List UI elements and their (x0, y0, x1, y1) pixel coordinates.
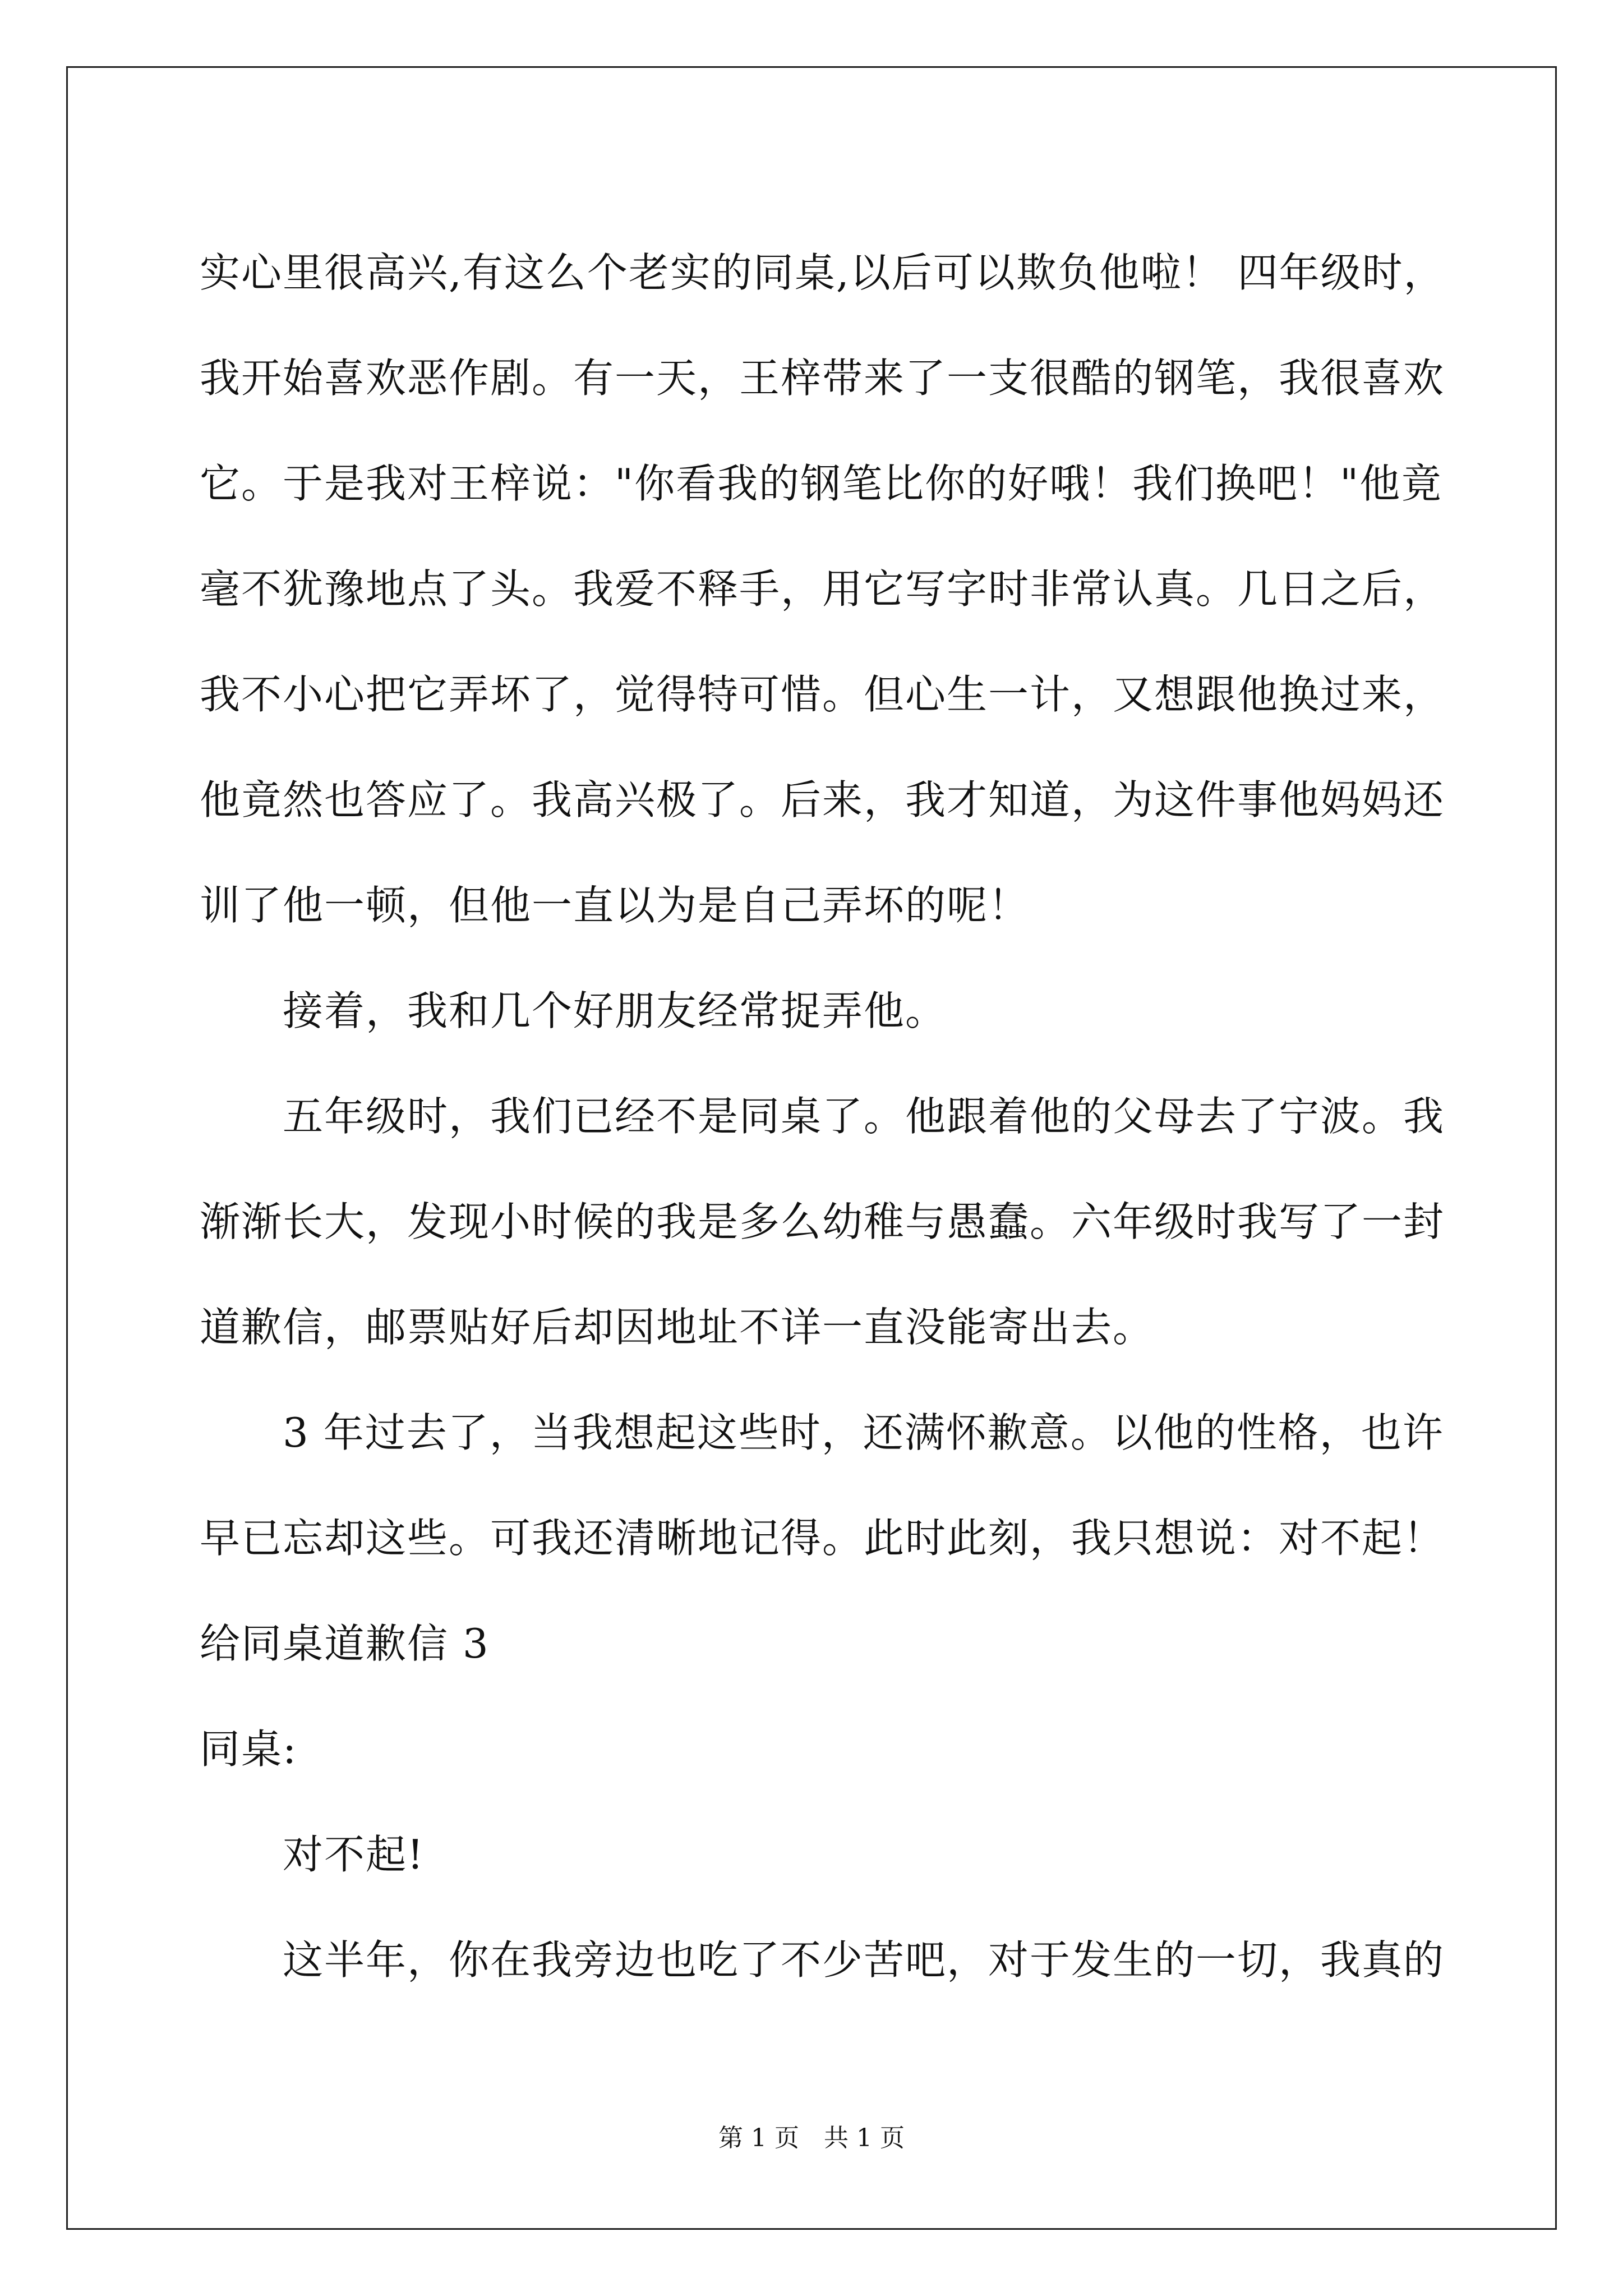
text-line: 我不小心把它弄坏了，觉得特可惜。但心生一计，又想跟他换过来， (200, 671, 1445, 718)
text-line: 早已忘却这些。可我还清晰地记得。此时此刻，我只想说：对不起！ (200, 1515, 1445, 1562)
text-line: 训了他一顿，但他一直以为是自己弄坏的呢！ (200, 882, 1030, 929)
page-number: 第 1 页 (718, 2124, 799, 2152)
page-total: 共 1 页 (824, 2124, 905, 2152)
text-line: 毫不犹豫地点了头。我爱不释手，用它写字时非常认真。几日之后， (200, 565, 1445, 613)
text-line: 他竟然也答应了。我高兴极了。后来，我才知道，为这件事他妈妈还 (200, 776, 1445, 823)
paragraph-line: 3 年过去了，当我想起这些时，还满怀歉意。以他的性格，也许 (283, 1409, 1444, 1456)
text-line: 实心里很高兴,有这么个老实的同桌,以后可以欺负他啦！ 四年级时， (200, 249, 1445, 296)
paragraph-line: 五年级时，我们已经不是同桌了。他跟着他的父母去了宁波。我 (283, 1093, 1445, 1140)
text-line: 它。于是我对王梓说："你看我的钢笔比你的好哦！我们换吧！"他竟 (200, 460, 1443, 507)
section-heading: 给同桌道歉信 3 (200, 1620, 490, 1667)
document-body (200, 220, 1445, 2013)
text-line: 渐渐长大，发现小时候的我是多么幼稚与愚蠢。六年级时我写了一封 (200, 1198, 1445, 1245)
paragraph-line: 接着，我和几个好朋友经常捉弄他。 (283, 987, 947, 1034)
paragraph-line: 对不起! (283, 1831, 425, 1878)
text-line: 我开始喜欢恶作剧。有一天，王梓带来了一支很酷的钢笔，我很喜欢 (200, 355, 1445, 402)
salutation: 同桌: (200, 1726, 298, 1773)
paragraph-line: 这半年，你在我旁边也吃了不少苦吧，对于发生的一切，我真的 (283, 1936, 1445, 1984)
text-line: 道歉信，邮票贴好后却因地址不详一直没能寄出去。 (200, 1304, 1155, 1351)
page-footer (0, 2122, 1623, 2155)
